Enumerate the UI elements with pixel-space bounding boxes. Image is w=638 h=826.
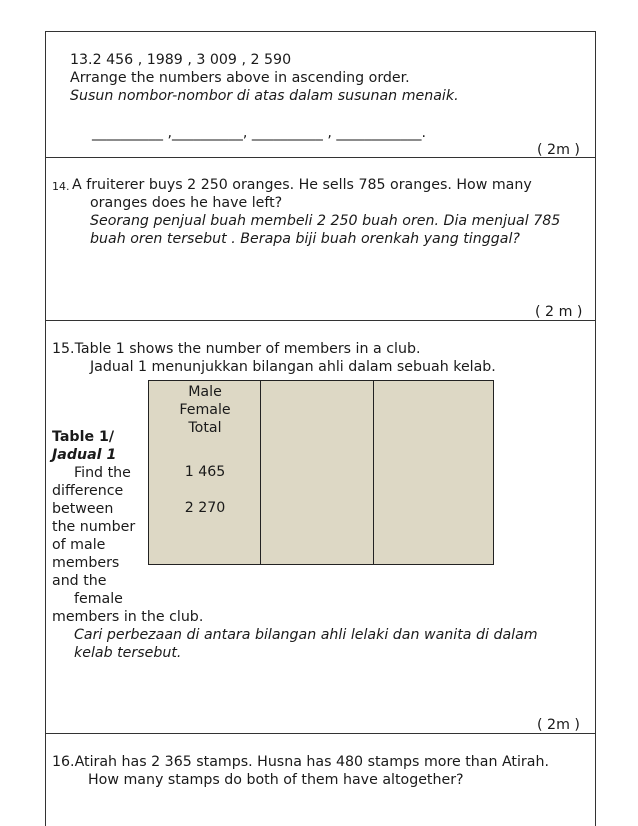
- table-caption-en: Table 1/: [52, 429, 115, 445]
- q15-question-line: difference: [52, 483, 124, 499]
- q14-line4-ms: buah oren tersebut . Berapa biji buah orenkah yang tinggal?: [90, 231, 520, 247]
- q15-question-line: female: [74, 591, 123, 607]
- q15-question-line: Find the: [74, 465, 131, 481]
- divider-q14-q15: [45, 320, 596, 321]
- table-col-divider-2: [373, 380, 374, 565]
- table-caption-ms: Jadual 1: [52, 447, 117, 463]
- q14-line2: oranges does he have left?: [90, 195, 283, 211]
- table-label-total: Total: [188, 420, 222, 436]
- table-value-female: 2 270: [184, 500, 226, 516]
- q14-number: 14.: [52, 180, 70, 193]
- table-label-female: Female: [179, 402, 231, 418]
- q14-line1: A fruiterer buys 2 250 oranges. He sells 785 oranges. How many: [72, 177, 532, 193]
- q13-instruction-en: Arrange the numbers above in ascending order.: [70, 70, 410, 86]
- q13-marks: ( 2m ): [537, 142, 580, 158]
- q13-numbers: 13.2 456 , 1989 , 3 009 , 2 590: [70, 52, 292, 68]
- table-col-divider-1: [260, 380, 261, 565]
- q15-intro-ms: Jadual 1 menunjukkan bilangan ahli dalam sebuah kelab.: [90, 359, 496, 375]
- divider-q15-q16: [45, 733, 596, 734]
- table-value-male: 1 465: [184, 464, 226, 480]
- q13-answer-blanks[interactable]: __________ ,__________, __________ , ____________.: [92, 125, 427, 141]
- q14-marks: ( 2 m ): [535, 304, 583, 320]
- q14-line3-ms: Seorang penjual buah membeli 2 250 buah oren. Dia menjual 785: [90, 213, 561, 229]
- table-label-male: Male: [188, 384, 222, 400]
- q15-question-ms-2: kelab tersebut.: [74, 645, 182, 661]
- q15-question-ms-1: Cari perbezaan di antara bilangan ahli lelaki dan wanita di dalam: [74, 627, 538, 643]
- q15-question-line: between: [52, 501, 114, 517]
- q15-question-line: members in the club.: [52, 609, 204, 625]
- q13-instruction-ms: Susun nombor-nombor di atas dalam susunan menaik.: [70, 88, 459, 104]
- q15-question-line: the number: [52, 519, 136, 535]
- divider-q13-q14: [45, 157, 596, 158]
- q15-question-line: and the: [52, 573, 107, 589]
- q15-question-line: of male: [52, 537, 106, 553]
- q15-marks: ( 2m ): [537, 717, 580, 733]
- q16-line2: How many stamps do both of them have altogether?: [88, 772, 464, 788]
- q15-question-line: members: [52, 555, 120, 571]
- q16-line1: 16.Atirah has 2 365 stamps. Husna has 480 stamps more than Atirah.: [52, 754, 549, 770]
- q15-intro-en: 15.Table 1 shows the number of members in a club.: [52, 341, 421, 357]
